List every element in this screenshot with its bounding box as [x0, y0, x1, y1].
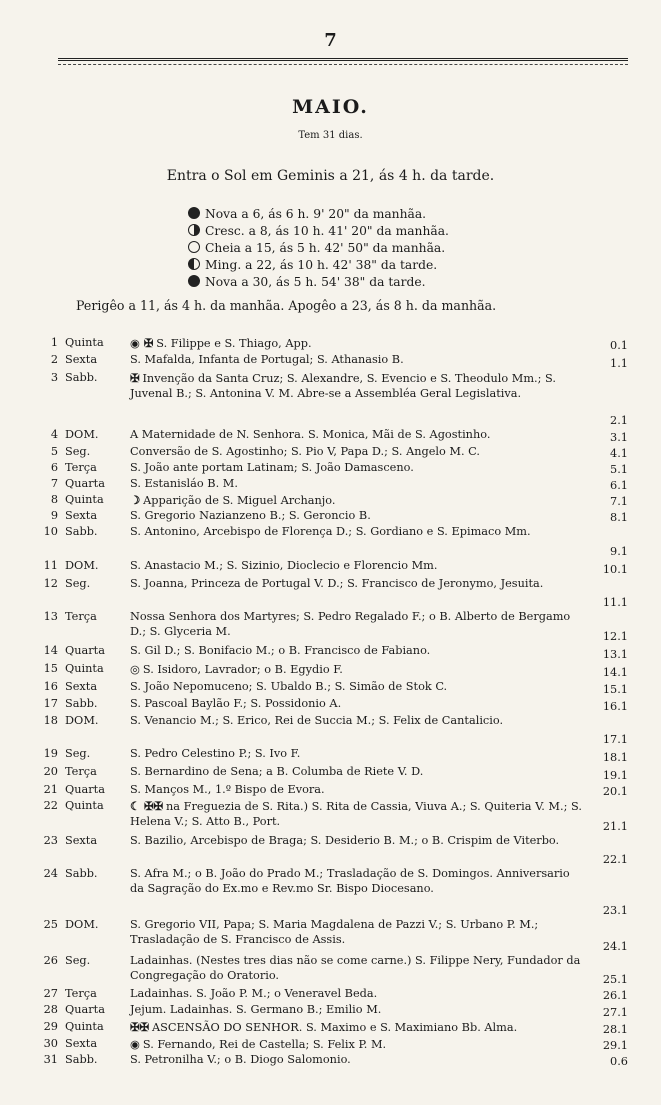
feast-description [130, 353, 582, 368]
day-code: 5.1 [610, 462, 628, 476]
day-number: 31 [43, 1053, 58, 1066]
calendar-symbol-icon: ✠ [130, 371, 140, 385]
full-moon-icon [188, 241, 200, 253]
feast-day-row [42, 1020, 632, 1037]
feast-description [130, 954, 582, 983]
weekday: Seg. [65, 445, 91, 458]
day-number: 27 [43, 987, 58, 1000]
weekday: Sexta [65, 353, 98, 366]
feast-description [130, 714, 582, 729]
day-number: 3 [50, 371, 58, 384]
weekday: Terça [65, 765, 97, 778]
day-number: 30 [43, 1037, 58, 1050]
moon-phase-row [188, 206, 568, 223]
day-code: 14.1 [602, 665, 628, 679]
day-code: 22.1 [602, 852, 628, 866]
day-code: 0.6 [610, 1054, 628, 1068]
day-number: 10 [43, 525, 58, 538]
moon-phase-text: Nova a 30, ás 5 h. 54' 38" da tarde. [205, 275, 426, 289]
month-days: Tem 31 dias. [298, 130, 363, 141]
feast-text: S. Bernardino de Sena; a B. Columba de Riete V. D. [130, 765, 424, 778]
day-number: 9 [50, 509, 58, 522]
day-code: 19.1 [602, 768, 628, 782]
calendar-symbol-icon: ☽ [130, 493, 141, 507]
day-code: 20.1 [602, 784, 628, 798]
feast-text: S. Bazilio, Arcebispo de Braga; S. Desiderio B. M.; o B. Crispim de Viterbo. [130, 834, 560, 847]
feast-description [130, 428, 582, 443]
feast-text: S. Gil D.; S. Bonifacio M.; o B. Francisco de Fabiano. [130, 644, 431, 657]
day-code: 4.1 [610, 446, 628, 460]
feast-description [130, 783, 582, 798]
calendar-symbol-icon: ✠✠ [130, 1020, 149, 1034]
weekday: Quinta [65, 493, 104, 506]
weekday: Sabb. [65, 525, 98, 538]
feast-description [130, 747, 582, 762]
weekday: Sabb. [65, 867, 98, 880]
feast-description [130, 371, 582, 401]
feast-text: A Maternidade de N. Senhora. S. Monica, Mãi de S. Agostinho. [130, 428, 491, 441]
day-code: 9.1 [610, 544, 628, 558]
feast-description [130, 477, 582, 492]
feast-day-row [42, 461, 632, 477]
feast-day-row [42, 610, 632, 644]
feast-description [130, 644, 582, 659]
feast-description [130, 336, 582, 352]
moon-phase-row [188, 257, 568, 274]
feast-text: S. Mafalda, Infanta de Portugal; S. Athanasio B. [130, 353, 404, 366]
day-code: 29.1 [602, 1038, 628, 1052]
feast-day-row [42, 680, 632, 697]
feast-day-row [42, 577, 632, 610]
day-number: 26 [43, 954, 58, 967]
feast-description [130, 662, 582, 678]
day-code: 1.1 [610, 356, 628, 370]
feast-description [130, 1037, 582, 1053]
calendar-symbol-icon: ☾ ✠✠ [130, 799, 163, 813]
day-number: 23 [43, 834, 58, 847]
feast-day-row [42, 353, 632, 371]
feast-description [130, 525, 582, 540]
weekday: Seg. [65, 954, 91, 967]
day-number: 14 [43, 644, 58, 657]
day-number: 16 [43, 680, 58, 693]
calendar-symbol-icon: ◉ ✠ [130, 336, 154, 350]
feast-description [130, 918, 582, 947]
day-code: 16.1 [602, 699, 628, 713]
feast-text: Invenção da Santa Cruz; S. Alexandre, S. Evencio e S. Theodulo Mm.; S. Juvenal B.; S. Antonina V. M. Abre-se a Assembléa Geral Legislativa. [130, 372, 556, 400]
month-title: MAIO. [292, 96, 369, 118]
weekday: Sexta [65, 680, 98, 693]
feast-text: S. Joanna, Princeza de Portugal V. D.; S. Francisco de Jeronymo, Jesuita. [130, 577, 544, 590]
feast-description [130, 577, 582, 592]
feast-day-row [42, 509, 632, 525]
feast-description [130, 834, 582, 849]
feast-description [130, 493, 582, 509]
day-number: 7 [50, 477, 58, 490]
day-number: 2 [50, 353, 58, 366]
feast-day-row [42, 954, 632, 987]
day-code: 21.1 [602, 819, 628, 833]
feast-text: S. Gregorio Nazianzeno B.; S. Geroncio B. [130, 509, 371, 522]
feast-text: Nossa Senhora dos Martyres; S. Pedro Regalado F.; o B. Alberto de Bergamo D.; S. Glyceria M. [130, 610, 571, 638]
day-number: 13 [43, 610, 58, 623]
feast-day-row [42, 525, 632, 559]
weekday: Quarta [65, 1003, 105, 1016]
feast-text: na Freguezia de S. Rita.) S. Rita de Cassia, Viuva A.; S. Quiteria V. M.; S. Helena V.; S. Atto B., Port. [130, 800, 582, 828]
feast-day-row [42, 1003, 632, 1020]
moon-phase-text: Cheia a 15, ás 5 h. 42' 50" da manhãa. [205, 241, 446, 255]
feast-text: S. Antonino, Arcebispo de Florença D.; S. Gordiano e S. Epimaco Mm. [130, 525, 531, 538]
day-code: 26.1 [602, 988, 628, 1002]
day-code: 11.1 [602, 595, 628, 609]
day-code: 25.1 [602, 972, 628, 986]
feast-text: S. Anastacio M.; S. Sizinio, Dioclecio e Florencio Mm. [130, 559, 438, 572]
weekday: Quinta [65, 662, 104, 675]
day-code: 27.1 [602, 1005, 628, 1019]
new-moon-icon [188, 207, 200, 219]
feast-day-row [42, 371, 632, 428]
day-number: 19 [43, 747, 58, 760]
day-number: 5 [50, 445, 58, 458]
feast-day-row [42, 918, 632, 954]
day-number: 28 [43, 1003, 58, 1016]
feast-description [130, 461, 582, 476]
feast-text: S. Isidoro, Lavrador; o B. Egydio F. [142, 663, 343, 676]
moon-phase-row [188, 240, 568, 257]
moon-phase-text: Cresc. a 8, ás 10 h. 41' 20" da manhãa. [205, 224, 449, 238]
feast-day-row [42, 477, 632, 493]
feast-description [130, 445, 582, 460]
weekday: Sabb. [65, 1053, 98, 1066]
feast-description [130, 509, 582, 524]
day-code: 10.1 [602, 562, 628, 576]
feast-day-row [42, 1053, 632, 1069]
weekday: DOM. [65, 918, 99, 931]
day-code: 28.1 [602, 1022, 628, 1036]
last-quarter-icon [188, 258, 200, 270]
moon-phase-row [188, 274, 568, 291]
feast-description [130, 799, 582, 829]
day-code: 23.1 [602, 903, 628, 917]
double-rule [58, 58, 628, 61]
day-code: 13.1 [602, 647, 628, 661]
feast-day-row [42, 697, 632, 714]
day-number: 22 [43, 799, 58, 812]
feast-day-row [42, 714, 632, 747]
sun-entry: Entra o Sol em Geminis a 21, ás 4 h. da tarde. [166, 168, 495, 184]
feast-text: S. Afra M.; o B. João do Prado M.; Trasladação de S. Domingos. Anniversario da Sagração do Ex.mo e Rev.mo Sr. Bispo Diocesano. [130, 867, 570, 895]
feast-text: ASCENSÃO DO SENHOR. S. Maximo e S. Maximiano Bb. Alma. [151, 1021, 518, 1034]
day-number: 21 [43, 783, 58, 796]
day-number: 20 [43, 765, 58, 778]
feast-text: Apparição de S. Miguel Archanjo. [143, 494, 336, 507]
day-code: 7.1 [610, 494, 628, 508]
weekday: Terça [65, 610, 97, 623]
feast-day-row [42, 493, 632, 509]
weekday: DOM. [65, 559, 99, 572]
feast-day-row [42, 747, 632, 765]
feast-day-row [42, 783, 632, 799]
weekday: Sabb. [65, 697, 98, 710]
feast-description [130, 1003, 582, 1018]
day-number: 12 [43, 577, 58, 590]
feast-description [130, 1053, 582, 1068]
feast-text: S. Manços M., 1.º Bispo de Evora. [130, 783, 325, 796]
day-code: 6.1 [610, 478, 628, 492]
feast-day-row [42, 336, 632, 353]
perigee-apogee: Perigêo a 11, ás 4 h. da manhãa. Apogêo a 23, ás 8 h. da manhãa. [76, 298, 497, 313]
day-number: 1 [50, 336, 58, 349]
calendar-symbol-icon: ◉ [130, 1037, 140, 1051]
day-number: 25 [43, 918, 58, 931]
feast-day-row [42, 428, 632, 445]
weekday: Sexta [65, 509, 98, 522]
dashed-rule [58, 64, 628, 65]
moon-phases [188, 206, 568, 291]
feast-description [130, 559, 582, 574]
feast-description [130, 987, 582, 1002]
day-code: 8.1 [610, 510, 628, 524]
feast-text: S. Pedro Celestino P.; S. Ivo F. [130, 747, 301, 760]
feast-day-row [42, 445, 632, 461]
feast-text: Conversão de S. Agostinho; S. Pio V, Papa D.; S. Angelo M. C. [130, 445, 481, 458]
feast-day-row [42, 834, 632, 867]
feast-description [130, 765, 582, 780]
day-number: 18 [43, 714, 58, 727]
feast-text: S. Filippe e S. Thiago, App. [156, 337, 312, 350]
feast-description [130, 1020, 582, 1036]
day-number: 29 [43, 1020, 58, 1033]
day-code: 24.1 [602, 939, 628, 953]
day-number: 8 [50, 493, 58, 506]
feast-text: S. Fernando, Rei de Castella; S. Felix P. M. [142, 1038, 387, 1051]
feast-description [130, 867, 582, 896]
weekday: Sabb. [65, 371, 98, 384]
feast-text: S. João ante portam Latinam; S. João Damasceno. [130, 461, 414, 474]
calendar-symbol-icon: ◎ [130, 662, 140, 676]
weekday: Quarta [65, 477, 105, 490]
weekday: Quinta [65, 799, 104, 812]
weekday: Terça [65, 461, 97, 474]
weekday: Quinta [65, 1020, 104, 1033]
weekday: Quarta [65, 644, 105, 657]
feast-text: Ladainhas. (Nestes tres dias não se come carne.) S. Filippe Nery, Fundador da Congregação do Oratorio. [130, 954, 581, 982]
feast-description [130, 610, 582, 639]
feast-text: S. Pascoal Baylão F.; S. Possidonio A. [130, 697, 342, 710]
first-quarter-icon [188, 224, 200, 236]
moon-phase-text: Nova a 6, ás 6 h. 9' 20" da manhãa. [205, 207, 427, 221]
day-code: 3.1 [610, 430, 628, 444]
day-code: 0.1 [610, 338, 628, 352]
weekday: Sexta [65, 834, 98, 847]
day-number: 6 [50, 461, 58, 474]
feast-text: S. Petronilha V.; o B. Diogo Salomonio. [130, 1053, 351, 1066]
weekday: Sexta [65, 1037, 98, 1050]
day-number: 17 [43, 697, 58, 710]
feast-day-row [42, 662, 632, 680]
weekday: Quarta [65, 783, 105, 796]
weekday: Seg. [65, 577, 91, 590]
feast-day-row [42, 644, 632, 662]
moon-phase-row [188, 223, 568, 240]
weekday: Terça [65, 987, 97, 1000]
feast-text: Jejum. Ladainhas. S. Germano B.; Emilio M. [130, 1003, 382, 1016]
day-code: 18.1 [602, 750, 628, 764]
page-number: 7 [324, 30, 337, 51]
day-number: 4 [50, 428, 58, 441]
feast-day-row [42, 867, 632, 918]
day-number: 11 [43, 559, 58, 572]
day-code: 17.1 [602, 732, 628, 746]
feast-day-row [42, 765, 632, 783]
day-number: 15 [43, 662, 58, 675]
feast-day-row [42, 559, 632, 577]
day-code: 12.1 [602, 629, 628, 643]
feast-list [42, 336, 632, 1069]
weekday: DOM. [65, 714, 99, 727]
day-code: 15.1 [602, 682, 628, 696]
feast-description [130, 680, 582, 695]
feast-text: S. Gregorio VII, Papa; S. Maria Magdalena de Pazzi V.; S. Urbano P. M.; Trasladação de S. Francisco de Assis. [130, 918, 539, 946]
weekday: DOM. [65, 428, 99, 441]
weekday: Seg. [65, 747, 91, 760]
moon-phase-text: Ming. a 22, ás 10 h. 42' 38" da tarde. [205, 258, 438, 272]
feast-description [130, 697, 582, 712]
weekday: Quinta [65, 336, 104, 349]
feast-text: S. Estanisláo B. M. [130, 477, 238, 490]
feast-day-row [42, 1037, 632, 1053]
day-code: 2.1 [610, 413, 628, 427]
feast-day-row [42, 987, 632, 1003]
feast-day-row [42, 799, 632, 834]
feast-text: S. Venancio M.; S. Erico, Rei de Succia M.; S. Felix de Cantalicio. [130, 714, 504, 727]
new-moon-icon [188, 275, 200, 287]
day-number: 24 [43, 867, 58, 880]
feast-text: Ladainhas. S. João P. M.; o Veneravel Beda. [130, 987, 378, 1000]
feast-text: S. João Nepomuceno; S. Ubaldo B.; S. Simão de Stok C. [130, 680, 448, 693]
